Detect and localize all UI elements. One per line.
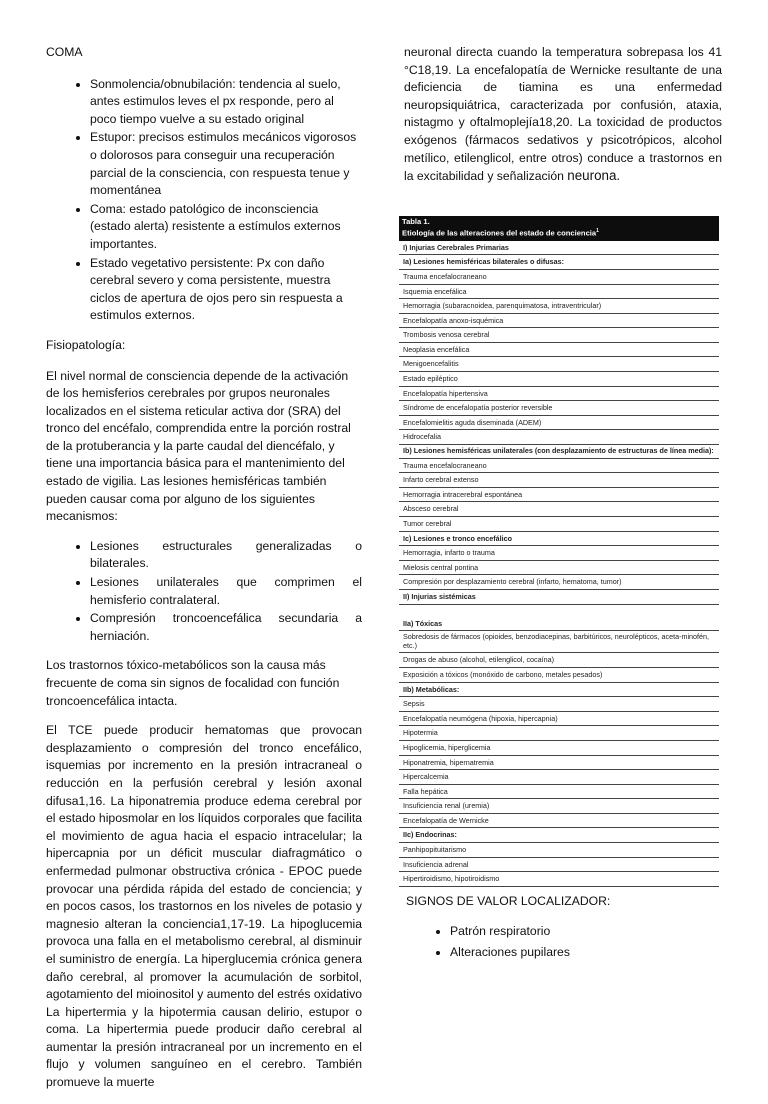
table-row: Compresión por desplazamiento cerebral (infarto, hematoma, tumor) <box>399 575 719 590</box>
table-row: Neoplasia encefálica <box>399 343 719 358</box>
table-number: Tabla 1. <box>402 217 430 226</box>
table-row: Hipertiroidismo, hipotiroidismo <box>399 872 719 887</box>
table-row: Absceso cerebral <box>399 502 719 517</box>
table-row: Trauma encefalocraneano <box>399 270 719 285</box>
paragraph-text: neuronal directa cuando la temperatura sobrepasa los 41 °C18,19. La encefalopatía de Wernicke resultante de una deficiencia de tiamina es una enfermedad neuropsiquiátrica, caracterizada por confusión, ataxia, nistagmo y oftalmoplejía18,20. La toxicidad de productos exógenos (fármacos sedativos y psicotrópicos, alcohol metílico, etilenglicol, entre otros) conduce a trastornos en la excitabilidad y señalización <box>404 45 722 184</box>
table-section-systemic <box>399 617 719 887</box>
table-row: Hemorragia (subaracnoidea, parenquimatosa, intraventricular) <box>399 299 719 314</box>
paragraph: Los trastornos tóxico-metabólicos son la causa más frecuente de coma sin signos de focalidad con función troncoencefálica intacta. <box>46 658 340 708</box>
table-row: Panhipopituitarismo <box>399 843 719 858</box>
coma-list <box>46 76 362 325</box>
table-row: Hipotermia <box>399 726 719 741</box>
paragraph: El nivel normal de consciencia depende de la activación de los hemisferios cerebrales por grupos neuronales localizados en el sistema reticular activa dor (SRA) del tronco del encéfalo, comprendida entre la porción rostral de la protuberancia y la parte caudal del diencéfalo, y tiene una importancia básica para el mantenimiento del estado de vigilia. Las lesiones hemisféricas también pueden causar coma por alguno de los siguientes mecanismos: <box>46 368 351 524</box>
table-row: Hidrocefalia <box>399 430 719 445</box>
table-row: Hemorragia intracerebral espontánea <box>399 488 719 503</box>
list-item: • Patrón respiratorio <box>450 921 706 941</box>
list-item: • Coma: estado patológico de inconsciencia (estado alerta) resistente a estímulos externos importantes. <box>90 201 362 254</box>
right-column <box>404 44 722 198</box>
table-row: Trombosis venosa cerebral <box>399 328 719 343</box>
table-section-heading: IIb) Metabólicas: <box>399 683 719 698</box>
table-section-primary <box>399 241 719 605</box>
table-section-heading: Ic) Lesiones e tronco encefálico <box>399 532 719 547</box>
table-row: Hiponatremia, hipernatremia <box>399 756 719 771</box>
table-row: Falla hepática <box>399 785 719 800</box>
table-row: Tumor cerebral <box>399 517 719 532</box>
paragraph-end: neurona. <box>567 168 621 184</box>
left-column <box>46 44 362 1104</box>
table-title: Etiología de las alteraciones del estado de conciencia$^1$ <box>402 227 599 238</box>
table-row: Insuficiencia adrenal <box>399 858 719 873</box>
table-section-heading: II) Injurias sistémicas <box>399 590 719 605</box>
table-row: Sepsis <box>399 697 719 712</box>
table-row: Trauma encefalocraneano <box>399 459 719 474</box>
signos-list <box>406 921 706 962</box>
table-row: Estado epiléptico <box>399 372 719 387</box>
table-row: Isquemia encefálica <box>399 285 719 300</box>
table-row: Hipercalcemia <box>399 770 719 785</box>
list-item: • Estupor: precisos estimulos mecánicos vigorosos o dolorosos para conseguir una recuperación parcial de la consciencia, con respuesta tenue y momentánea <box>90 129 362 199</box>
table-row: Drogas de abuso (alcohol, etilenglicol, cocaína) <box>399 653 719 668</box>
table-row: Insuficiencia renal (uremia) <box>399 799 719 814</box>
table-section-heading: Ib) Lesiones hemisféricas unilaterales (con desplazamiento de estructuras de línea media): <box>399 445 719 459</box>
table-section-heading: Ia) Lesiones hemisféricas bilaterales o difusas: <box>399 255 719 270</box>
table-section-heading: IIc) Endocrinas: <box>399 828 719 843</box>
signos-section <box>406 893 706 963</box>
table-row: Sobredosis de fármacos (opioides, benzodiacepinas, barbitúricos, neurolépticos, aceta-minofén, etc.) <box>399 631 719 653</box>
table-row: Encefalomielitis aguda diseminada (ADEM) <box>399 416 719 431</box>
list-item: • Estado vegetativo persistente: Px con daño cerebral severo y coma persistente, muestra ciclos de apertura de ojos pero sin respuesta a estimulos externos. <box>90 255 362 325</box>
table-row: Encefalopatía anoxo-isquémica <box>399 314 719 329</box>
table-row: Menigoencefalitis <box>399 357 719 372</box>
table-section-heading: IIa) Tóxicas <box>399 617 719 632</box>
list-item: • Lesiones estructurales generalizadas o bilaterales. <box>90 538 362 573</box>
signos-title: SIGNOS DE VALOR LOCALIZADOR: <box>406 894 611 908</box>
table-section-heading: I) Injurias Cerebrales Primarias <box>399 241 719 256</box>
table-row: Infarto cerebral extenso <box>399 473 719 488</box>
list-item: • Lesiones unilaterales que comprimen el hemisferio contralateral. <box>90 574 362 609</box>
paragraph: El TCE puede producir hematomas que provocan desplazamiento o compresión del tronco encefálico, isquemias por incremento en la presión intracraneal o reducción en la perfusión cerebral y lesión axonal difusa1,16. La hiponatremia produce edema cerebral por el estado hiposmolar en los líquidos corporales que facilita el movimiento de agua hacia el espacio intracelular; la hipercapnia por un déficit muscular diafragmático o enfermedad pulmonar obstructiva crónica - EPOC puede provocar una pérdida rápida del estado de conciencia; y en pocos casos, los trastornos en los niveles de potasio y magnesio alteran la conciencia1,17-19. La hipoglucemia provoca una falla en el metabolismo cerebral, al disminuir el suministro de energía. La hiperglucemia crónica genera daño cerebral, al promover la acumulación de sorbitol, agotamiento del mioinositol y aumento del estrés oxidativo La hipertermia y la hipotermia causan delirio, estupor o coma. La hipertermia puede producir daño cerebral al aumentar la presión intracraneal por un incremento en el flujo y volumen sanguíneo en el cerebro. También promueve la muerte <box>46 723 362 1090</box>
table-header <box>399 216 719 241</box>
table-row: Encefalopatía de Wernicke <box>399 814 719 829</box>
table-row: Encefalopatía hipertensiva <box>399 387 719 402</box>
table-row: Exposición a tóxicos (monóxido de carbono, metales pesados) <box>399 668 719 683</box>
coma-heading: COMA <box>46 45 83 59</box>
mechanism-list <box>46 538 362 646</box>
list-item: • Alteraciones pupilares <box>450 942 706 962</box>
table-row: Síndrome de encefalopatía posterior reversible <box>399 401 719 416</box>
table-row: Hemorragia, infarto o trauma <box>399 546 719 561</box>
paragraph <box>404 44 722 186</box>
fisiopatologia-heading: Fisiopatología: <box>46 337 126 352</box>
list-item: • Sonmolencia/obnubilación: tendencia al suelo, antes estimulos leves el px responde, pero al poco tiempo vuelve a su estado original <box>90 76 362 129</box>
table-row: Encefalopatía neumógena (hipoxia, hipercapnia) <box>399 712 719 727</box>
etiology-table <box>399 216 719 887</box>
table-row: Mielosis central pontina <box>399 561 719 576</box>
list-item: • Compresión troncoencefálica secundaria a herniación. <box>90 610 362 645</box>
table-gap <box>399 605 719 617</box>
table-row: Hipoglicemia, hiperglicemia <box>399 741 719 756</box>
